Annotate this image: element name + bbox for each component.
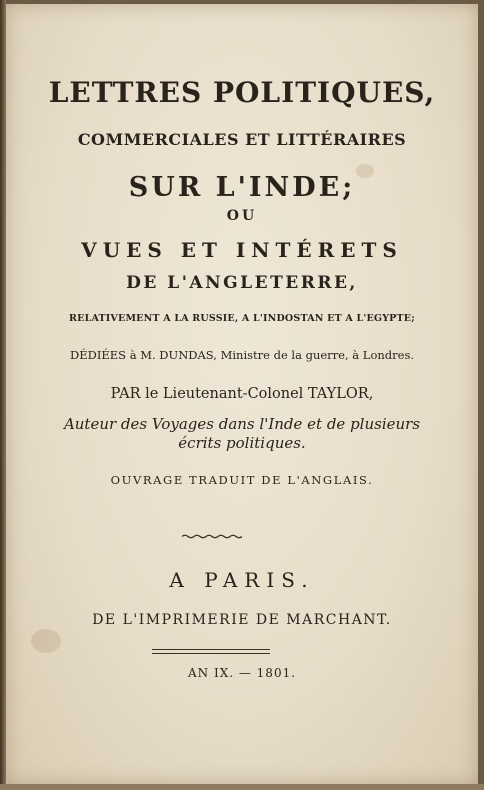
translation-note: OUVRAGE TRADUIT DE L'ANGLAIS.	[110, 473, 374, 487]
place-of-publication: A PARIS.	[169, 568, 315, 592]
ornament-divider	[182, 534, 242, 539]
subtitle-relativement: RELATIVEMENT A LA RUSSIE, A L'INDOSTAN ET A L'EGYPTE;	[69, 313, 415, 324]
title-line-1: LETTRES POLITIQUES,	[48, 76, 436, 109]
stain	[31, 629, 61, 653]
title-line-4: OU	[226, 208, 258, 224]
author-description-2: écrits politiques.	[178, 434, 306, 452]
title-line-5: VUES ET INTÉRETS	[81, 238, 403, 262]
double-rule-bottom	[152, 653, 270, 654]
title-line-3: SUR L'INDE;	[128, 172, 356, 203]
title-line-6: DE L'ANGLETERRE,	[126, 273, 358, 293]
printer: DE L'IMPRIMERIE DE MARCHANT.	[92, 612, 392, 628]
double-rule-top	[152, 649, 270, 650]
title-line-2: COMMERCIALES ET LITTÉRAIRES	[77, 130, 407, 149]
author-description-1: Auteur des Voyages dans l'Inde et de plusieurs	[63, 415, 421, 433]
dedication: DÉDIÉES à M. DUNDAS, Ministre de la guerre, à Londres.	[70, 348, 414, 362]
publication-date: AN IX. — 1801.	[187, 666, 297, 680]
author-line: PAR le Lieutenant-Colonel TAYLOR,	[110, 386, 374, 402]
page-edge	[0, 784, 484, 790]
title-page	[6, 4, 478, 784]
